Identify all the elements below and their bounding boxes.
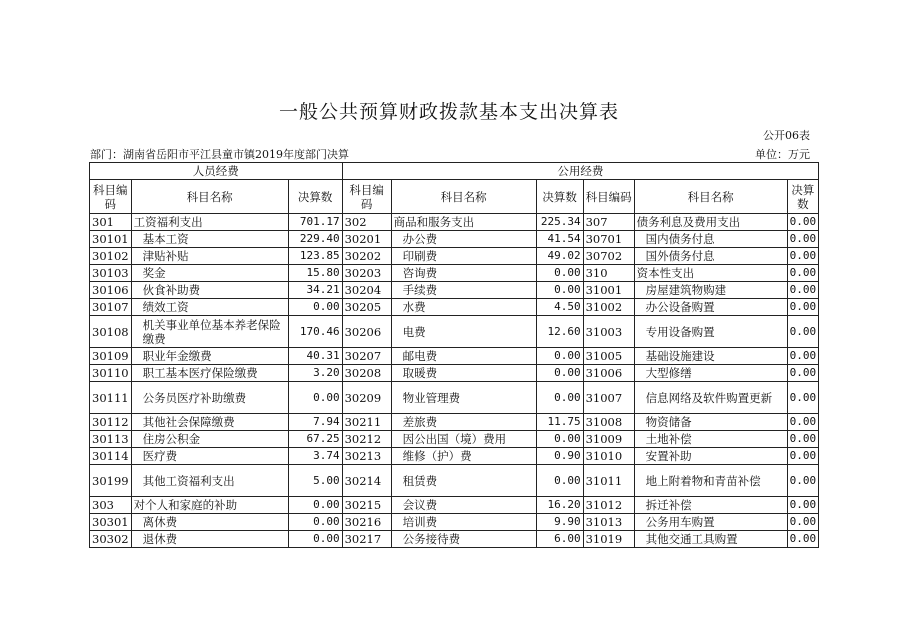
amount: 67.25 (288, 431, 342, 448)
subject-code: 30206 (342, 316, 391, 348)
amount: 0.00 (536, 431, 583, 448)
amount: 0.00 (536, 348, 583, 365)
amount: 7.94 (288, 414, 342, 431)
amount: 0.00 (787, 214, 819, 231)
col-header-name: 科目名称 (391, 180, 536, 214)
table-row (90, 514, 819, 531)
col-header-name: 科目名称 (634, 180, 787, 214)
subject-name: 物业管理费 (391, 382, 536, 414)
amount: 123.85 (288, 248, 342, 265)
amount: 0.00 (787, 448, 819, 465)
subject-code: 30102 (90, 248, 132, 265)
amount: 0.00 (288, 382, 342, 414)
subject-code: 310 (583, 265, 634, 282)
subject-code: 30702 (583, 248, 634, 265)
subject-name: 对个人和家庭的补助 (131, 497, 288, 514)
amount: 0.00 (787, 531, 819, 548)
subject-code: 30107 (90, 299, 132, 316)
subject-name: 工资福利支出 (131, 214, 288, 231)
subject-code: 30216 (342, 514, 391, 531)
subject-code: 30111 (90, 382, 132, 414)
amount: 0.00 (787, 414, 819, 431)
col-header-code: 科目编码 (90, 180, 132, 214)
table-row (90, 382, 819, 414)
table-row (90, 414, 819, 431)
subject-code: 30112 (90, 414, 132, 431)
subject-name: 办公设备购置 (634, 299, 787, 316)
form-number: 公开06表 (763, 129, 810, 142)
amount: 34.21 (288, 282, 342, 299)
col-header-amount: 决算数 (536, 180, 583, 214)
amount: 0.90 (536, 448, 583, 465)
department-label: 部门：湖南省岳阳市平江县童市镇2019年度部门决算 (90, 148, 349, 161)
subject-name: 拆迁补偿 (634, 497, 787, 514)
subject-code: 30212 (342, 431, 391, 448)
amount: 0.00 (288, 497, 342, 514)
subject-code: 307 (583, 214, 634, 231)
subject-code: 31003 (583, 316, 634, 348)
subject-name: 差旅费 (391, 414, 536, 431)
subject-name: 维修（护）费 (391, 448, 536, 465)
subject-name: 邮电费 (391, 348, 536, 365)
subject-code: 31007 (583, 382, 634, 414)
amount: 5.00 (288, 465, 342, 497)
subject-code: 31009 (583, 431, 634, 448)
amount: 0.00 (536, 365, 583, 382)
amount: 11.75 (536, 414, 583, 431)
subject-code: 30203 (342, 265, 391, 282)
amount: 6.00 (536, 531, 583, 548)
unit-label: 单位：万元 (755, 148, 810, 161)
subject-name: 医疗费 (131, 448, 288, 465)
amount: 4.50 (536, 299, 583, 316)
table-row (90, 431, 819, 448)
subject-code: 31012 (583, 497, 634, 514)
page-title: 一般公共预算财政拨款基本支出决算表 (278, 101, 619, 123)
subject-name: 房屋建筑物购建 (634, 282, 787, 299)
table-row (90, 299, 819, 316)
subject-name: 公务用车购置 (634, 514, 787, 531)
subject-code: 301 (90, 214, 132, 231)
subject-name: 物资储备 (634, 414, 787, 431)
subject-name: 信息网络及软件购置更新 (634, 382, 787, 414)
col-header-amount: 决算数 (787, 180, 819, 214)
subject-name: 住房公积金 (131, 431, 288, 448)
table-row (90, 465, 819, 497)
subject-name: 会议费 (391, 497, 536, 514)
col-header-code: 科目编码 (583, 180, 634, 214)
subject-name: 因公出国（境）费用 (391, 431, 536, 448)
subject-code: 30701 (583, 231, 634, 248)
amount: 0.00 (787, 497, 819, 514)
subject-name: 职工基本医疗保险缴费 (131, 365, 288, 382)
subject-name: 安置补助 (634, 448, 787, 465)
amount: 0.00 (536, 465, 583, 497)
subject-name: 水费 (391, 299, 536, 316)
amount: 0.00 (787, 431, 819, 448)
table-row (90, 214, 819, 231)
subject-code: 31019 (583, 531, 634, 548)
subject-code: 31008 (583, 414, 634, 431)
table-row (90, 448, 819, 465)
subject-name: 印刷费 (391, 248, 536, 265)
subject-name: 土地补偿 (634, 431, 787, 448)
subject-code: 30106 (90, 282, 132, 299)
subject-code: 30202 (342, 248, 391, 265)
personnel-group-header: 人员经费 (90, 163, 343, 180)
amount: 225.34 (536, 214, 583, 231)
table-row (90, 531, 819, 548)
subject-name: 其他交通工具购置 (634, 531, 787, 548)
subject-code: 31006 (583, 365, 634, 382)
table-row (90, 348, 819, 365)
subject-code: 30103 (90, 265, 132, 282)
subject-name: 国内债务付息 (634, 231, 787, 248)
subject-code: 30301 (90, 514, 132, 531)
subject-code: 30199 (90, 465, 132, 497)
table-row (90, 231, 819, 248)
subject-code: 30215 (342, 497, 391, 514)
subject-code: 30113 (90, 431, 132, 448)
subject-code: 31001 (583, 282, 634, 299)
subject-name: 离休费 (131, 514, 288, 531)
amount: 0.00 (536, 282, 583, 299)
subject-code: 30109 (90, 348, 132, 365)
amount: 0.00 (288, 299, 342, 316)
table-row (90, 497, 819, 514)
subject-code: 30204 (342, 282, 391, 299)
expenditure-table (89, 162, 819, 548)
subject-code: 30108 (90, 316, 132, 348)
subject-code: 30213 (342, 448, 391, 465)
amount: 16.20 (536, 497, 583, 514)
subject-code: 31005 (583, 348, 634, 365)
amount: 0.00 (787, 382, 819, 414)
subject-code: 31011 (583, 465, 634, 497)
amount: 170.46 (288, 316, 342, 348)
amount: 0.00 (787, 248, 819, 265)
subject-name: 基本工资 (131, 231, 288, 248)
subject-name: 专用设备购置 (634, 316, 787, 348)
col-header-name: 科目名称 (131, 180, 288, 214)
subject-name: 债务利息及费用支出 (634, 214, 787, 231)
amount: 0.00 (787, 348, 819, 365)
amount: 0.00 (536, 382, 583, 414)
public-group-header: 公用经费 (342, 163, 819, 180)
subject-name: 退休费 (131, 531, 288, 548)
amount: 0.00 (288, 531, 342, 548)
amount: 0.00 (787, 465, 819, 497)
subject-code: 30214 (342, 465, 391, 497)
amount: 3.74 (288, 448, 342, 465)
subject-name: 商品和服务支出 (391, 214, 536, 231)
amount: 12.60 (536, 316, 583, 348)
subject-name: 职业年金缴费 (131, 348, 288, 365)
subject-name: 地上附着物和青苗补偿 (634, 465, 787, 497)
amount: 49.02 (536, 248, 583, 265)
subject-name: 基础设施建设 (634, 348, 787, 365)
subject-code: 31010 (583, 448, 634, 465)
amount: 0.00 (787, 265, 819, 282)
subject-name: 伙食补助费 (131, 282, 288, 299)
subject-code: 30302 (90, 531, 132, 548)
subject-code: 30201 (342, 231, 391, 248)
amount: 0.00 (787, 282, 819, 299)
amount: 701.17 (288, 214, 342, 231)
subject-code: 31013 (583, 514, 634, 531)
amount: 41.54 (536, 231, 583, 248)
subject-name: 租赁费 (391, 465, 536, 497)
amount: 0.00 (787, 231, 819, 248)
subject-name: 咨询费 (391, 265, 536, 282)
table-row (90, 248, 819, 265)
col-header-code: 科目编码 (342, 180, 391, 214)
subject-name: 绩效工资 (131, 299, 288, 316)
subject-code: 30114 (90, 448, 132, 465)
table-row (90, 316, 819, 348)
subject-name: 手续费 (391, 282, 536, 299)
subject-name: 公务员医疗补助缴费 (131, 382, 288, 414)
subject-code: 30205 (342, 299, 391, 316)
amount: 0.00 (536, 265, 583, 282)
subject-name: 其他工资福利支出 (131, 465, 288, 497)
amount: 0.00 (787, 299, 819, 316)
subject-name: 电费 (391, 316, 536, 348)
amount: 0.00 (787, 316, 819, 348)
amount: 9.90 (536, 514, 583, 531)
amount: 0.00 (787, 365, 819, 382)
amount: 0.00 (288, 514, 342, 531)
subject-name: 取暖费 (391, 365, 536, 382)
amount: 15.80 (288, 265, 342, 282)
table-row (90, 365, 819, 382)
subject-code: 30101 (90, 231, 132, 248)
subject-name: 津贴补贴 (131, 248, 288, 265)
subject-code: 30211 (342, 414, 391, 431)
subject-code: 30209 (342, 382, 391, 414)
subject-name: 大型修缮 (634, 365, 787, 382)
amount: 229.40 (288, 231, 342, 248)
subject-name: 国外债务付息 (634, 248, 787, 265)
subject-name: 资本性支出 (634, 265, 787, 282)
subject-code: 302 (342, 214, 391, 231)
table-row (90, 265, 819, 282)
subject-code: 31002 (583, 299, 634, 316)
subject-code: 30110 (90, 365, 132, 382)
col-header-amount: 决算数 (288, 180, 342, 214)
amount: 0.00 (787, 514, 819, 531)
subject-name: 奖金 (131, 265, 288, 282)
subject-name: 其他社会保障缴费 (131, 414, 288, 431)
subject-name: 办公费 (391, 231, 536, 248)
amount: 40.31 (288, 348, 342, 365)
amount: 3.20 (288, 365, 342, 382)
subject-code: 30207 (342, 348, 391, 365)
subject-code: 30208 (342, 365, 391, 382)
subject-name: 机关事业单位基本养老保险缴费 (131, 316, 288, 348)
subject-code: 30217 (342, 531, 391, 548)
subject-name: 培训费 (391, 514, 536, 531)
subject-name: 公务接待费 (391, 531, 536, 548)
table-row (90, 282, 819, 299)
subject-code: 303 (90, 497, 132, 514)
